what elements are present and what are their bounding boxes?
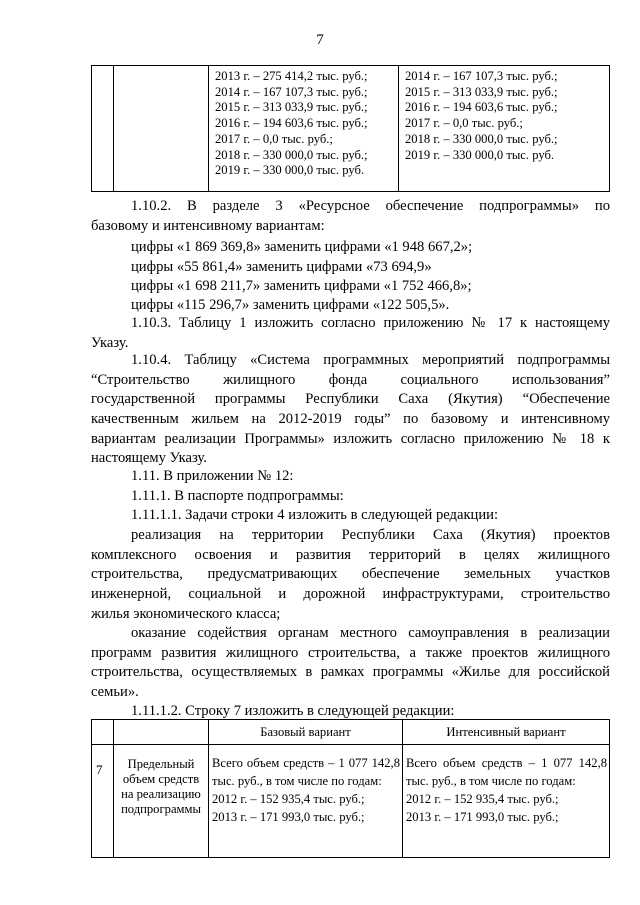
basic-year-line: 2013 г. – 275 414,2 тыс. руб.; [215, 69, 368, 83]
basic-year-line: 2017 г. – 0,0 тыс. руб.; [215, 131, 333, 146]
intensive-year-line: 2018 г. – 330 000,0 тыс. руб.; [405, 131, 558, 146]
paragraph-line: 1.10.3. Таблицу 1 изложить согласно приложению № 17 к настоящему [131, 315, 610, 331]
page-number: 7 [316, 32, 324, 48]
paragraph-line: программ развития жилищного строительства, а также проектов жилищного [91, 644, 610, 661]
row-number: 7 [96, 762, 103, 777]
paragraph-line: оказание содействия органам местного самоуправления в реализации [131, 625, 610, 641]
replacement-line-2: цифры «55 861,4» заменить цифрами «73 694,9» [131, 259, 432, 275]
intensive-value-line: 2012 г. – 152 935,4 тыс. руб.; [406, 792, 559, 806]
basic-year-line: 2016 г. – 194 603,6 тыс. руб.; [215, 116, 368, 131]
intensive-year-line: 2019 г. – 330 000,0 тыс. руб. [405, 147, 555, 162]
replacement-line-1: цифры «1 869 369,8» заменить цифрами «1 948 667,2»; [131, 239, 473, 255]
paragraph-line: жилья экономического класса; [91, 605, 281, 622]
paragraph-line: инженерной, социальной и дорожной инфраструктурами, строительство [91, 586, 610, 603]
paragraph-1-11-1-1: 1.11.1.1. Задачи строки 4 изложить в следующей редакции: [131, 507, 499, 523]
row-label-line: объем средств [122, 772, 200, 786]
basic-year-line: 2014 г. – 167 107,3 тыс. руб.; [215, 84, 368, 99]
paragraph-1-11-1-2: 1.11.1.2. Строку 7 изложить в следующей редакции: [131, 703, 455, 719]
intensive-year-line: 2016 г. – 194 603,6 тыс. руб.; [405, 100, 558, 115]
paragraph-line: “Строительство жилищного фонда социального использования” [91, 371, 610, 388]
paragraph-line: реализация на территории Республики Саха (Якутия) проектов [131, 527, 610, 543]
basic-values-cell [209, 745, 403, 858]
replacement-line-4: цифры «115 296,7» заменить цифрами «122 505,5». [131, 297, 450, 313]
paragraph-line: комплексного освоения и развития территорий в целях жилищного [91, 546, 610, 563]
intensive-value-line: Всего объем средств – 1 077 142,8 [406, 756, 607, 770]
intensive-year-line: 2015 г. – 313 033,9 тыс. руб.; [405, 84, 558, 99]
paragraph-line: государственной программы Республики Саха (Якутия) “Обеспечение [91, 391, 610, 408]
paragraph-1-10-3 [91, 314, 610, 353]
task-paragraph-2 [91, 624, 610, 703]
intensive-year-line: 2014 г. – 167 107,3 тыс. руб.; [405, 69, 558, 83]
basic-value-line: Всего объем средств – 1 077 142,8 [212, 756, 400, 770]
paragraph-1-11-1: 1.11.1. В паспорте подпрограммы: [131, 488, 344, 504]
paragraph-line: Указу. [91, 334, 129, 351]
task-paragraph-1 [91, 526, 610, 624]
row-label-line: Предельный [127, 757, 195, 771]
paragraph-1-11: 1.11. В приложении № 12: [131, 468, 294, 484]
paragraph-line: семьи». [91, 684, 139, 701]
paragraph-line: 1.10.2. В разделе 3 «Ресурсное обеспечение подпрограммы» по [131, 198, 610, 214]
row-label-cell [114, 745, 209, 858]
row-label-line: подпрограммы [121, 802, 201, 816]
paragraph-line: строительства, осуществляемых в рамках программы «Жилье для российской [91, 664, 610, 681]
basic-value-line: 2012 г. – 152 935,4 тыс. руб.; [212, 792, 365, 806]
table-header-empty [92, 720, 114, 745]
row-number-cell [92, 745, 114, 858]
paragraph-line: базовому и интенсивному вариантам: [91, 217, 325, 234]
replacement-line-3: цифры «1 698 211,7» заменить цифрами «1 752 466,8»; [131, 278, 472, 294]
intensive-value-line: тыс. руб., в том числе по годам: [406, 774, 576, 788]
basic-year-line: 2019 г. – 330 000,0 тыс. руб. [215, 163, 365, 178]
basic-value-line: 2013 г. – 171 993,0 тыс. руб.; [212, 810, 365, 824]
intensive-values-cell [403, 745, 610, 858]
basic-value-line: тыс. руб., в том числе по годам: [212, 774, 382, 788]
intensive-value-line: 2013 г. – 171 993,0 тыс. руб.; [406, 810, 559, 824]
paragraph-line: 1.10.4. Таблицу «Система программных мероприятий подпрограммы [131, 352, 610, 368]
paragraph-1-10-2 [91, 197, 610, 236]
paragraph-line: вариантам реализации Программы» изложить согласно приложению № 18 к [91, 430, 610, 447]
table-cell-intensive [399, 66, 610, 192]
table-header-intensive: Интенсивный вариант [403, 720, 610, 745]
table-header-basic: Базовый вариант [209, 720, 403, 745]
paragraph-line: качественным жильем на 2012-2019 годы” по базовому и интенсивному [91, 411, 610, 428]
paragraph-line: настоящему Указу. [91, 450, 207, 467]
table-cell-basic [209, 66, 399, 192]
intensive-year-line: 2017 г. – 0,0 тыс. руб.; [405, 116, 523, 131]
paragraph-1-10-4 [91, 351, 610, 469]
paragraph-line: строительства, предусматривающих обеспечение земельных участков [91, 566, 610, 583]
funding-table-continuation [91, 65, 610, 192]
table-cell-number [92, 66, 114, 192]
table-cell-label [114, 66, 209, 192]
basic-year-line: 2015 г. – 313 033,9 тыс. руб.; [215, 100, 368, 115]
funding-table-row-7 [91, 719, 610, 858]
table-header-empty [114, 720, 209, 745]
row-label-line: на реализацию [121, 787, 201, 801]
basic-year-line: 2018 г. – 330 000,0 тыс. руб.; [215, 147, 368, 162]
